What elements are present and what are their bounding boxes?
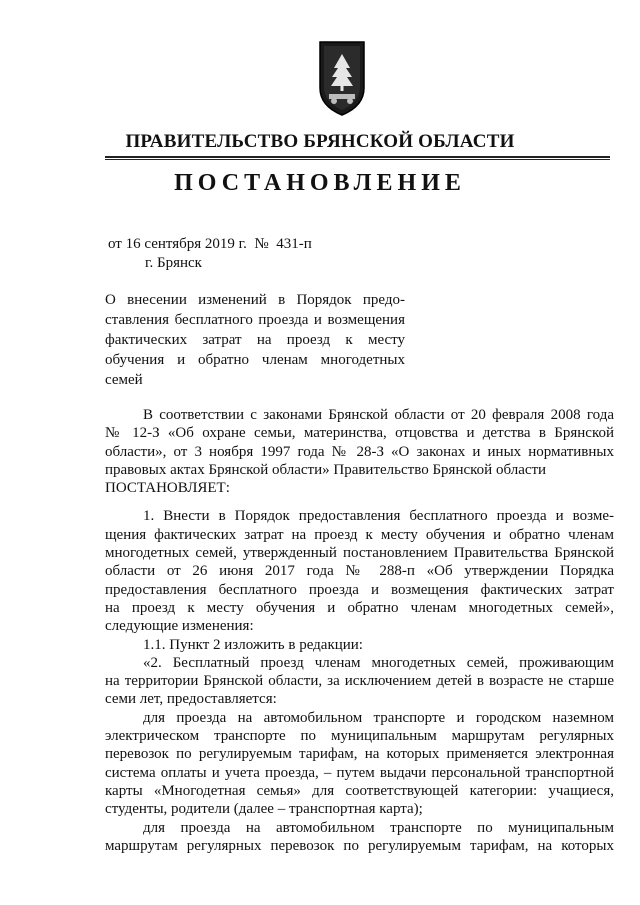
header-rule-thick xyxy=(105,156,610,158)
body-line: электрическом транспорте по муниципальным маршрутам регулярных xyxy=(105,728,614,745)
organization-title: ПРАВИТЕЛЬСТВО БРЯНСКОЙ ОБЛАСТИ xyxy=(125,131,515,152)
body-line: области от 26 июня 2017 года № 288-п «Об утверждении Порядка xyxy=(105,563,614,580)
body-line: правовых актах Брянской области» Правительство Брянской области xyxy=(105,461,547,478)
document-type: ПОСТАНОВЛЕНИЕ xyxy=(174,170,466,196)
subject-line: обучения и обратно членам многодетных xyxy=(105,352,405,368)
body-line: многодетных семей, утвержденный постановлением Правительства Брянской xyxy=(105,545,614,562)
subject-line: семей xyxy=(105,372,143,388)
body-line: предоставления бесплатного проезда и возмещения фактических затрат xyxy=(105,581,614,598)
document-date-number: от 16 сентября 2019 г. № 431-п xyxy=(108,236,312,252)
coat-of-arms-icon xyxy=(317,40,367,117)
subject-line: О внесении изменений в Порядок предо- xyxy=(105,292,405,308)
body-line: система оплаты и учета проезда, – путем выдачи персональной транспортной xyxy=(105,764,614,781)
document-city: г. Брянск xyxy=(145,255,202,271)
body-line: для проезда на автомобильном транспорте и городском наземном xyxy=(143,709,614,726)
document-subject xyxy=(105,290,405,390)
body-line: студенты, родители (далее – транспортная карта); xyxy=(105,801,423,818)
body-line: 1.1. Пункт 2 изложить в редакции: xyxy=(143,636,363,653)
body-line: следующие изменения: xyxy=(105,618,254,635)
body-line: семи лет, предоставляется: xyxy=(105,691,277,708)
body-line: на территории Брянской области, за исключением детей в возрасте не старше xyxy=(105,673,614,690)
document-body xyxy=(105,406,614,855)
header-rule-thin xyxy=(105,159,610,160)
body-line: 1. Внести в Порядок предоставления бесплатного проезда и возме- xyxy=(143,508,614,525)
subject-line: ставления бесплатного проезда и возмещения xyxy=(105,312,405,328)
body-line: маршрутам регулярных перевозок по регулируемым тарифам, на которых xyxy=(105,837,614,854)
body-line: карты «Многодетная семья» для соответствующей категории: учащиеся, xyxy=(105,782,614,799)
body-line: В соответствии с законами Брянской области от 20 февраля 2008 года xyxy=(143,407,614,423)
body-line: на проезд к месту обучения и обратно членам многодетных семей», xyxy=(105,599,614,616)
body-line: области», от 3 ноября 1997 года № 28-З «О законах и иных нормативных xyxy=(105,443,614,460)
body-line: «2. Бесплатный проезд членам многодетных семей, проживающим xyxy=(143,654,614,671)
body-line: перевозок по регулируемым тарифам, на которых применяется электронная xyxy=(105,746,614,763)
body-line: для проезда на автомобильном транспорте по муниципальным xyxy=(143,819,614,836)
body-line: ПОСТАНОВЛЯЕТ: xyxy=(105,480,230,497)
body-line: № 12-З «Об охране семьи, материнства, отцовства и детства в Брянской xyxy=(105,425,614,442)
body-line: щения фактических затрат на проезд к месту обучения и обратно членам xyxy=(105,526,614,543)
subject-line: фактических затрат на проезд к месту xyxy=(105,332,405,348)
